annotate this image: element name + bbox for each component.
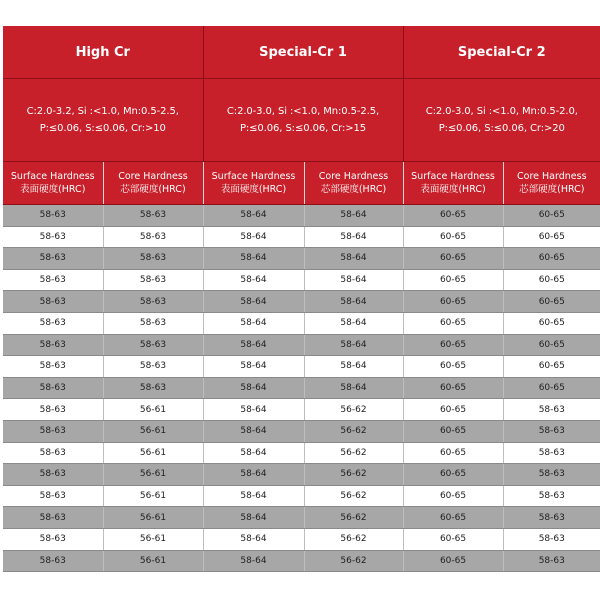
- table-cell: 58-64: [304, 356, 403, 378]
- table-cell: 56-62: [304, 528, 403, 550]
- table-cell: 60-65: [403, 485, 503, 507]
- table-row: [3, 420, 600, 442]
- table-cell: 56-61: [103, 464, 203, 486]
- table-cell: 58-64: [203, 528, 304, 550]
- table-cell: 56-61: [103, 420, 203, 442]
- table-cell: 56-61: [103, 507, 203, 529]
- table-cell: 58-64: [304, 226, 403, 248]
- composition-special-cr-2: [403, 79, 600, 162]
- table-cell: 58-63: [3, 528, 103, 550]
- composition-row: [3, 79, 600, 162]
- table-cell: 56-62: [304, 399, 403, 421]
- column-header-surface-hardness: [403, 162, 503, 205]
- table-cell: 58-63: [503, 442, 600, 464]
- table-row: [3, 269, 600, 291]
- table-cell: 58-63: [103, 291, 203, 313]
- table-row: [3, 442, 600, 464]
- table-cell: 58-63: [3, 399, 103, 421]
- table-cell: 58-63: [3, 291, 103, 313]
- table-cell: 60-65: [403, 291, 503, 313]
- column-header-en: Core Hardness: [318, 171, 389, 182]
- table-row: [3, 248, 600, 270]
- table-cell: 58-63: [103, 312, 203, 334]
- table-cell: 58-64: [304, 205, 403, 227]
- table-cell: 58-63: [3, 334, 103, 356]
- table-cell: 58-64: [304, 334, 403, 356]
- table-cell: 58-63: [3, 312, 103, 334]
- table-cell: 60-65: [403, 507, 503, 529]
- table-cell: 60-65: [503, 205, 600, 227]
- table-cell: 58-64: [203, 291, 304, 313]
- grade-title-high-cr: High Cr: [3, 26, 203, 79]
- composition-high-cr: [3, 79, 203, 162]
- column-header-en: Surface Hardness: [211, 171, 296, 182]
- table-cell: 58-64: [304, 312, 403, 334]
- table-cell: 58-63: [3, 205, 103, 227]
- composition-line: P:≤0.06, S:≤0.06, Cr:>15: [239, 123, 367, 134]
- column-header-surface-hardness: [203, 162, 304, 205]
- column-header-en: Core Hardness: [118, 171, 188, 182]
- table-cell: 58-64: [304, 377, 403, 399]
- hardness-table-body: [3, 205, 600, 572]
- table-cell: 58-63: [3, 226, 103, 248]
- table-cell: 58-63: [3, 248, 103, 270]
- composition-line: C:2.0-3.0, Si :<1.0, Mn:0.5-2.0,: [425, 106, 578, 117]
- table-row: [3, 334, 600, 356]
- column-header-en: Surface Hardness: [411, 171, 495, 182]
- column-header-core-hardness: [103, 162, 203, 205]
- column-header-core-hardness: [304, 162, 403, 205]
- table-cell: 56-62: [304, 485, 403, 507]
- table-cell: 58-64: [203, 507, 304, 529]
- table-cell: 58-64: [203, 312, 304, 334]
- table-cell: 60-65: [503, 312, 600, 334]
- composition-line: C:2.0-3.0, Si :<1.0, Mn:0.5-2.5,: [226, 106, 380, 117]
- table-cell: 58-64: [203, 205, 304, 227]
- table-cell: 60-65: [403, 334, 503, 356]
- grade-header-row: [3, 26, 600, 79]
- column-header-zh: 表面硬度(HRC): [220, 184, 287, 195]
- composition-special-cr-1: [203, 79, 403, 162]
- column-header-core-hardness: [503, 162, 600, 205]
- column-header-zh: 表面硬度(HRC): [420, 184, 486, 195]
- hardness-table: [3, 26, 600, 572]
- table-cell: 60-65: [403, 399, 503, 421]
- hardness-table-container: [3, 26, 600, 572]
- composition-line: P:≤0.06, S:≤0.06, Cr:>20: [438, 123, 565, 134]
- table-row: [3, 485, 600, 507]
- table-cell: 58-63: [103, 334, 203, 356]
- table-cell: 60-65: [503, 248, 600, 270]
- table-cell: 58-63: [3, 550, 103, 572]
- table-cell: 60-65: [403, 269, 503, 291]
- table-cell: 60-65: [403, 248, 503, 270]
- table-cell: 58-63: [3, 442, 103, 464]
- table-row: [3, 507, 600, 529]
- table-cell: 60-65: [503, 334, 600, 356]
- table-cell: 58-63: [3, 356, 103, 378]
- table-cell: 58-63: [503, 399, 600, 421]
- grade-title-special-cr-1: Special-Cr 1: [203, 26, 403, 79]
- grade-title-special-cr-2: Special-Cr 2: [403, 26, 600, 79]
- table-cell: 60-65: [403, 205, 503, 227]
- table-cell: 58-64: [203, 399, 304, 421]
- table-row: [3, 377, 600, 399]
- composition-line: P:≤0.06, S:≤0.06, Cr:>10: [39, 123, 166, 134]
- table-row: [3, 205, 600, 227]
- table-cell: 58-64: [203, 485, 304, 507]
- table-row: [3, 291, 600, 313]
- table-row: [3, 464, 600, 486]
- table-row: [3, 356, 600, 378]
- table-cell: 60-65: [403, 442, 503, 464]
- table-cell: 56-61: [103, 485, 203, 507]
- table-cell: 58-64: [203, 550, 304, 572]
- column-header-zh: 芯部硬度(HRC): [320, 184, 387, 195]
- table-cell: 58-64: [203, 269, 304, 291]
- table-cell: 58-63: [503, 550, 600, 572]
- table-cell: 58-64: [203, 420, 304, 442]
- table-cell: 58-63: [103, 377, 203, 399]
- table-cell: 58-63: [103, 269, 203, 291]
- table-cell: 56-62: [304, 420, 403, 442]
- table-cell: 58-63: [503, 507, 600, 529]
- table-cell: 58-64: [304, 269, 403, 291]
- table-cell: 56-61: [103, 528, 203, 550]
- table-cell: 58-63: [103, 205, 203, 227]
- table-cell: 58-63: [3, 420, 103, 442]
- table-cell: 58-64: [203, 356, 304, 378]
- table-cell: 58-64: [304, 248, 403, 270]
- table-cell: 60-65: [403, 420, 503, 442]
- column-header-en: Core Hardness: [517, 171, 587, 182]
- table-cell: 56-62: [304, 507, 403, 529]
- table-cell: 56-61: [103, 442, 203, 464]
- table-cell: 58-64: [203, 442, 304, 464]
- table-cell: 60-65: [503, 269, 600, 291]
- table-cell: 60-65: [403, 377, 503, 399]
- table-cell: 58-63: [503, 464, 600, 486]
- column-header-zh: 表面硬度(HRC): [20, 184, 86, 195]
- table-cell: 58-63: [103, 248, 203, 270]
- table-cell: 58-63: [3, 377, 103, 399]
- table-cell: 60-65: [503, 291, 600, 313]
- table-cell: 56-62: [304, 442, 403, 464]
- table-row: [3, 399, 600, 421]
- table-cell: 56-61: [103, 550, 203, 572]
- table-cell: 58-63: [503, 528, 600, 550]
- table-cell: 60-65: [403, 312, 503, 334]
- table-row: [3, 312, 600, 334]
- table-cell: 56-62: [304, 464, 403, 486]
- table-cell: 56-61: [103, 399, 203, 421]
- table-cell: 58-64: [203, 248, 304, 270]
- table-cell: 60-65: [403, 464, 503, 486]
- table-cell: 58-63: [103, 226, 203, 248]
- table-cell: 60-65: [503, 356, 600, 378]
- table-cell: 58-64: [203, 334, 304, 356]
- composition-line: C:2.0-3.2, Si :<1.0, Mn:0.5-2.5,: [26, 106, 179, 117]
- table-cell: 58-63: [3, 269, 103, 291]
- column-header-surface-hardness: [3, 162, 103, 205]
- table-row: [3, 528, 600, 550]
- table-cell: 56-62: [304, 550, 403, 572]
- column-header-zh: 芯部硬度(HRC): [519, 184, 585, 195]
- table-cell: 60-65: [403, 528, 503, 550]
- table-cell: 58-63: [503, 420, 600, 442]
- table-cell: 58-64: [203, 377, 304, 399]
- table-cell: 58-63: [103, 356, 203, 378]
- table-cell: 60-65: [403, 226, 503, 248]
- column-header-zh: 芯部硬度(HRC): [120, 184, 186, 195]
- table-cell: 60-65: [503, 226, 600, 248]
- table-cell: 58-63: [503, 485, 600, 507]
- table-cell: 58-64: [203, 464, 304, 486]
- column-header-row: [3, 162, 600, 205]
- column-header-en: Surface Hardness: [10, 171, 95, 182]
- table-row: [3, 226, 600, 248]
- table-cell: 58-64: [304, 291, 403, 313]
- table-row: [3, 550, 600, 572]
- table-cell: 58-63: [3, 507, 103, 529]
- table-cell: 60-65: [403, 550, 503, 572]
- table-cell: 58-63: [3, 464, 103, 486]
- table-cell: 60-65: [503, 377, 600, 399]
- table-cell: 58-64: [203, 226, 304, 248]
- table-cell: 60-65: [403, 356, 503, 378]
- table-cell: 58-63: [3, 485, 103, 507]
